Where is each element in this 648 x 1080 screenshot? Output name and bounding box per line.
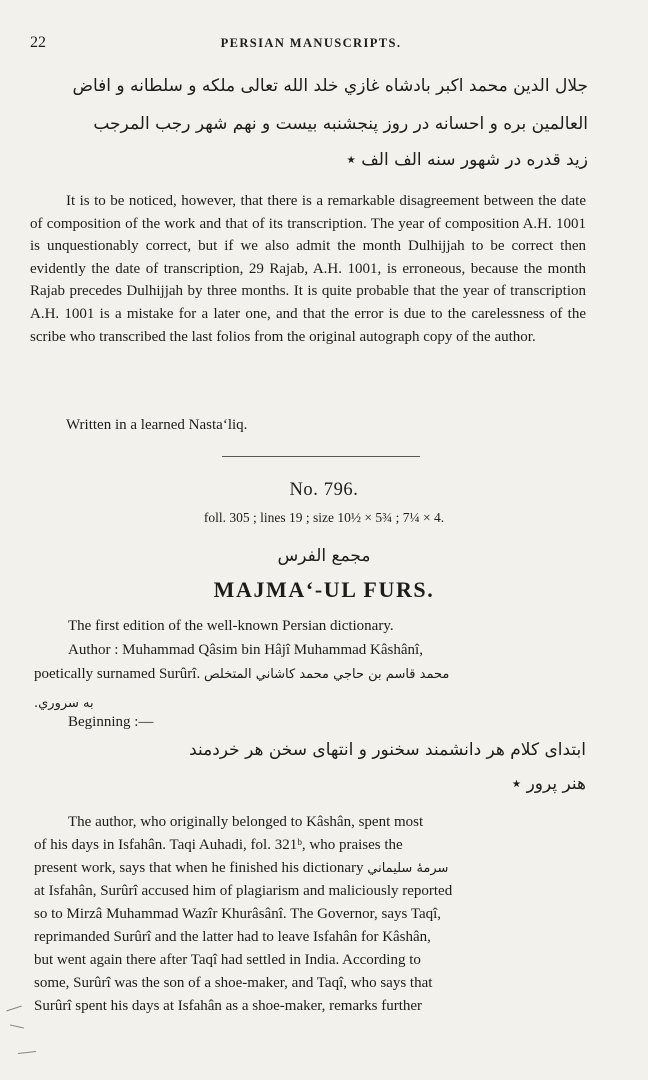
persian-title: مجمع الفرس [277,546,371,566]
beginning-label: Beginning :— [68,714,154,730]
margin-pencil-mark [10,1025,24,1029]
running-head: PERSIAN MANUSCRIPTS. [220,36,402,50]
poetical-name-line [34,666,449,683]
para2-line-8: some, Surûrî was the son of a shoe-maker, and Taqî, who says that [34,975,433,991]
para2-line-1: The author, who originally belonged to Kâshân, spent most [68,814,424,830]
entry-number: No. 796. [289,480,359,500]
margin-pencil-mark [18,1051,36,1054]
page-number: 22 [30,34,46,51]
beginning-text-line-2: هنر پرور ٭ [511,774,586,794]
manuscript-specs: foll. 305 ; lines 19 ; size 10½ × 5¾ ; 7¼ × 4. [203,510,445,525]
para2-line-3-text: present work, says that when he finished his dictionary [34,860,364,876]
colophon-line-3: زيد قدره در شهور سنه الف الف ٭ [346,150,588,170]
disagreement-paragraph: It is to be noticed, however, that there is a remarkable disagreement between the date of composition of the work and that of its transcription. The year of composition A.H. 1001 is unquestionably correct, but if we also admit the month Dulhijjah to be correct then evidently the date of transcription, 29 Rajab, A.H. 1001, is erroneous, because the month Rajab precedes Dulhijjah by three months. It is quite probable that the year of transcription A.H. 1001 is a mistake for a later one, and that the error is due to the carelessness of the scribe who transcribed the last folios from the original autograph copy of the author. [30,193,586,345]
beginning-text-line-1: ابتدای کلام هر دانشمند سخنور و انتهای سخن هر خردمند [189,740,586,760]
poetical-name-text: poetically surnamed Surûrî. [34,666,201,682]
work-description: The first edition of the well-known Persian dictionary. [68,618,394,634]
para2-line-9: Surûrî spent his days at Isfahân as a shoe-maker, remarks further [34,998,423,1014]
section-divider [222,456,420,457]
author-line: Author : Muhammad Qâsim bin Hâjî Muhammad Kâshânî, [68,642,423,658]
margin-pencil-mark [6,1006,22,1012]
para2-line-4: at Isfahân, Surûrî accused him of plagiarism and maliciously reported [34,883,453,899]
script-note: Written in a learned Nasta‘liq. [66,417,248,433]
para2-line-6: reprimanded Surûrî and the latter had to leave Isfahân for Kâshân, [34,929,431,945]
para2-line-3 [34,860,448,877]
work-title: MAJMA‘-UL FURS. [213,577,435,602]
para2-line-5: so to Mirzâ Muhammad Wazîr Khurâsânî. The Governor, says Taqî, [34,906,442,922]
dictionary-name-arabic: سرمهٔ سليماني [367,861,449,876]
author-arabic-name: محمد قاسم بن حاجي محمد کاشاني المتخلص [203,667,450,682]
para2-line-2: of his days in Isfahân. Taqi Auhadi, fol. 321ᵇ, who praises the [34,837,403,853]
para2-line-7: but went again there after Taqî had settled in India. According to [34,952,421,968]
colophon-line-1: جلال الدين محمد اکبر بادشاه غازي خلد الله تعالی ملکه و سلطانه و افاض [72,76,588,96]
page-header [30,34,592,54]
colophon-line-2: العالمين بره و احسانه در روز پنجشنبه بيست و نهم شهر رجب المرجب [93,114,588,134]
author-arabic-continuation: به سروري. [34,696,94,711]
